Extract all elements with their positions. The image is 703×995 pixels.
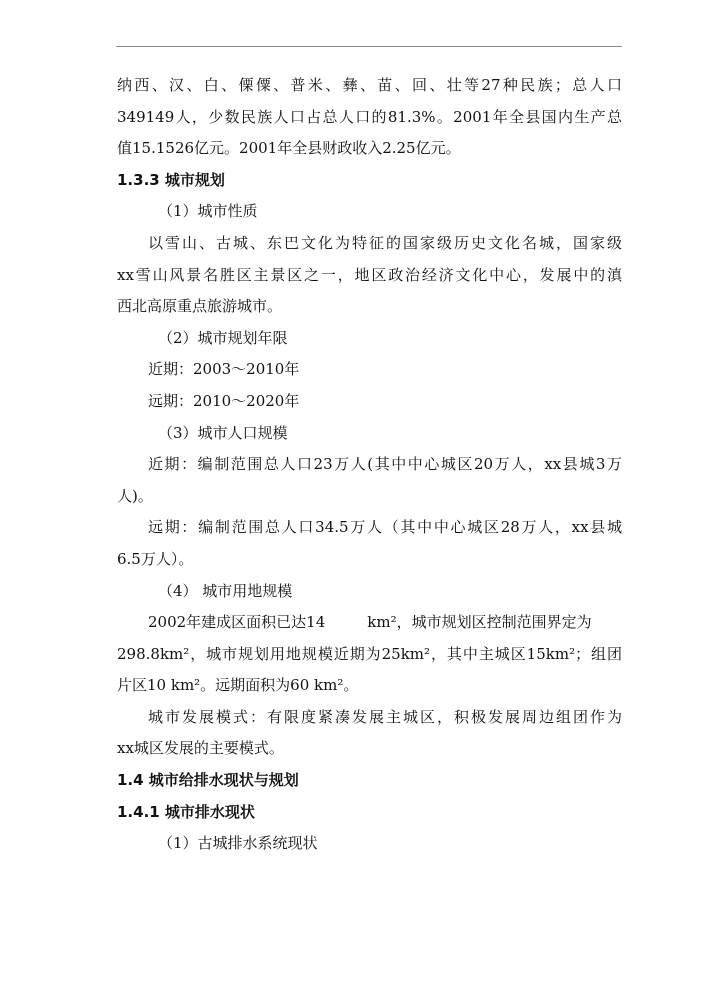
paragraph-line: 349149人，少数民族人口占总人口的81.3%。2001年全县国内生产总 xyxy=(117,107,622,126)
document-body xyxy=(117,70,622,860)
paragraph-line: xx雪山风景名胜区主景区之一，地区政治经济文化中心，发展中的滇 xyxy=(117,265,622,284)
land-text-a: 2002年建成区面积已达14 xyxy=(148,613,326,632)
land-text-b: km²，城市规划区控制范围界定为 xyxy=(367,613,592,632)
paragraph-line: 6.5万人）。 xyxy=(117,549,194,568)
paragraph-line: 城市发展模式：有限度紧凑发展主城区，积极发展周边组团作为 xyxy=(148,707,622,726)
subheading-land-scale: （4） 城市用地规模 xyxy=(158,581,293,600)
subheading-planning-period: （2）城市规划年限 xyxy=(158,328,288,347)
subheading-old-town-drainage: （1）古城排水系统现状 xyxy=(158,834,318,853)
paragraph-line: 近期：编制范围总人口23万人(其中中心城区20万人，xx县城3万 xyxy=(148,455,622,474)
paragraph-line: 片区10 km²。远期面积为60 km²。 xyxy=(117,676,359,695)
paragraph-line: 西北高原重点旅游城市。 xyxy=(117,297,283,316)
paragraph-line: 纳西、汉、白、傈僳、普米、彝、苗、回、壮等27种民族；总人口 xyxy=(117,76,622,94)
section-heading-1-4-1: 1.4.1 城市排水现状 xyxy=(117,802,255,821)
subheading-population-scale: （3）城市人口规模 xyxy=(158,423,288,442)
paragraph-line xyxy=(117,607,622,639)
header-rule xyxy=(116,46,622,47)
far-term-period: 远期：2010～2020年 xyxy=(148,391,300,410)
subheading-city-nature: （1）城市性质 xyxy=(158,202,258,221)
section-heading-1-3-3: 1.3.3 城市规划 xyxy=(117,170,225,189)
paragraph-line: 人)。 xyxy=(117,486,153,505)
paragraph-line: 远期：编制范围总人口34.5万人（其中中心城区28万人，xx县城 xyxy=(148,518,622,537)
paragraph-line: 以雪山、古城、东巴文化为特征的国家级历史文化名城，国家级 xyxy=(148,233,622,252)
section-heading-1-4: 1.4 城市给排水现状与规划 xyxy=(117,771,299,790)
paragraph-line: xx城区发展的主要模式。 xyxy=(117,739,284,758)
near-term-period: 近期：2003～2010年 xyxy=(148,360,300,379)
paragraph-line: 值15.1526亿元。2001年全县财政收入2.25亿元。 xyxy=(117,139,461,158)
paragraph-line: 298.8km²，城市规划用地规模近期为25km²，其中主城区15km²；组团 xyxy=(117,644,622,663)
